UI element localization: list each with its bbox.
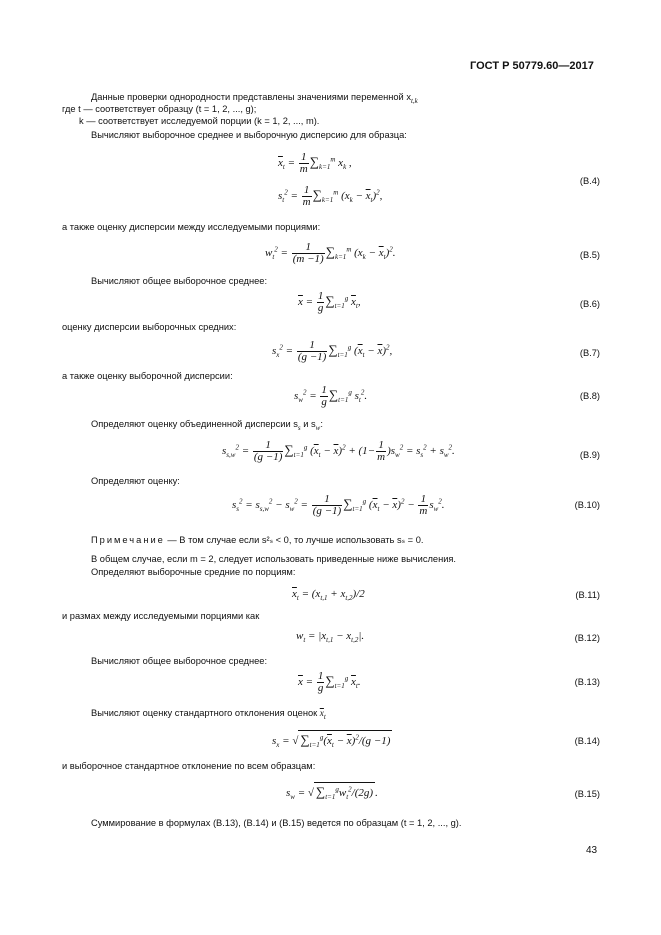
formula-w-squared: $w_t^2$ = $\frac{1}{(m -1)}$ $\sum_{k=1}^m$ $(x_k - \overline{x}_t)^2$. xyxy=(265,241,396,265)
formula-range: $w_t = |x_{t,1} - x_{t,2}|$. xyxy=(296,630,365,645)
paragraph-pooled-variance-and: и s xyxy=(303,419,316,429)
equation-number-b15: (В.15) xyxy=(574,789,600,799)
definition-t: где t — соответствует образцу (t = 1, 2, ..., g); xyxy=(62,104,257,114)
paragraph-intro-subscript: t,k xyxy=(410,96,418,105)
equation-number-b4: (В.4) xyxy=(579,176,600,186)
paragraph-intro xyxy=(91,92,418,105)
formula-sample-variance: $s_w^2$ = $\frac{1}{g}$ $\sum_{t=1}^g$ $s_t^2$. xyxy=(294,384,368,408)
formula-std-dev-means: $s_x$ = √ $\sum_{t=1}^g(\overline{x}_t - \overline{x})^2/(g -1)$ xyxy=(272,732,391,750)
note-text: — В том случае если s²ₛ < 0, то лучше использовать sₛ = 0. xyxy=(167,535,424,545)
formula-estimate: $s_s^2 = s_{s,w}^2 - s_w^2$ = $\frac{1}{(g -1)}$ $\sum_{t=1}^g$ $(\overline{x}_t - \overline{x})^2$ − $\frac{1}{m}$ $s_w^2$. xyxy=(232,493,445,517)
paragraph-sample-variance: а также оценку выборочной дисперсии: xyxy=(62,371,233,381)
formula-variance-means: $s_x^2$ = $\frac{1}{(g -1)}$ $\sum_{t=1}^g$ $(\overline{x}_t - \overline{x})^2$, xyxy=(272,339,393,363)
equation-number-b5: (В.5) xyxy=(579,250,600,260)
formula-pooled-variance: $s_{s,w}^2$ = $\frac{1}{(g -1)}$ $\sum_{t=1}^g$ $(\overline{x}_t - \overline{x})^2 + (1-$ $\frac{1}{m}$ )$s_w^2 = s_s^2 + s_w^2$. xyxy=(222,439,455,463)
paragraph-std-dev-text: Вычисляют оценку стандартного отклонения оценок xyxy=(91,708,318,718)
paragraph-pooled-variance-text: Определяют оценку объединенной дисперсии s xyxy=(91,419,298,429)
note-label: Примечание xyxy=(91,535,165,545)
equation-number-b12: (В.12) xyxy=(574,633,600,643)
formula-portion-means: $\overline{x}_t = (x_{t,1} + x_{t,2})/2$ xyxy=(292,588,365,603)
paragraph-intro-text: Данные проверки однородности представлены значениями переменной x xyxy=(91,92,411,102)
equation-number-b11: (В.11) xyxy=(575,590,600,600)
standard-header: ГОСТ Р 50779.60—2017 xyxy=(470,60,594,72)
equation-number-b9: (В.9) xyxy=(579,450,600,460)
equation-number-b7: (В.7) xyxy=(579,348,600,358)
equation-number-b10: (В.10) xyxy=(574,500,600,510)
equation-number-b14: (В.14) xyxy=(574,736,600,746)
paragraph-overall-mean: Вычисляют общее выборочное среднее: xyxy=(91,276,268,286)
note xyxy=(91,535,423,546)
paragraph-overall-std-dev: и выборочное стандартное отклонение по всем образцам: xyxy=(62,761,316,771)
formula-overall-mean-2: $\overline{x}$ = $\frac{1}{g}$ $\sum_{t=1}^g$ $\overline{x}_t$. xyxy=(298,670,361,694)
equation-number-b8: (В.8) xyxy=(579,391,600,401)
paragraph-range: и размах между исследуемыми порциями как xyxy=(62,611,260,621)
definition-k: k — соответствует исследуемой порции (k = 1, 2, ..., m). xyxy=(79,116,320,126)
formula-overall-mean: $\overline{x}$ = $\frac{1}{g}$ $\sum_{t=1}^g$ $\overline{x}_t$, xyxy=(298,290,361,314)
paragraph-variance-means: оценку дисперсии выборочных средних: xyxy=(62,322,237,332)
paragraph-std-dev: Вычисляют оценку стандартного отклонения оценок $\overline{x}_t$ xyxy=(91,708,326,721)
paragraph-pooled-variance: Определяют оценку объединенной дисперсии $s_s$ и $s_w$: xyxy=(91,419,323,432)
page-number: 43 xyxy=(586,845,598,856)
paragraph-portion-means: Определяют выборочные средние по порциям: xyxy=(91,567,296,577)
formula-variance-t: $s_t^2$ = $\frac{1}{m}$ $\sum_{k=1}^m$ $(x_k - \overline{x}_t)^2$, xyxy=(278,184,383,208)
equation-number-b13: (В.13) xyxy=(574,677,600,687)
paragraph-between-portions: а также оценку дисперсии между исследуемыми порциями: xyxy=(62,222,321,232)
paragraph-overall-mean-2: Вычисляют общее выборочное среднее: xyxy=(91,656,268,666)
paragraph-estimate: Определяют оценку: xyxy=(91,476,180,486)
paragraph-compute-sample: Вычисляют выборочное среднее и выборочную дисперсию для образца: xyxy=(91,130,407,140)
formula-overall-std-dev: $s_w$ = √ $\sum_{t=1}^gw_t^2/(2g)$ . xyxy=(286,784,378,802)
paragraph-general-case: В общем случае, если m = 2, следует использовать приведенные ниже вычисления. xyxy=(91,554,457,564)
paragraph-summation: Суммирование в формулах (В.13), (В.14) и (В.15) ведется по образцам (t = 1, 2, ..., g). xyxy=(91,818,462,828)
equation-number-b6: (В.6) xyxy=(579,299,600,309)
formula-mean-t: $\overline{x}_t$ = $\frac{1}{m}$ $\sum_{k=1}^m$ $x_k$ , xyxy=(278,151,352,175)
